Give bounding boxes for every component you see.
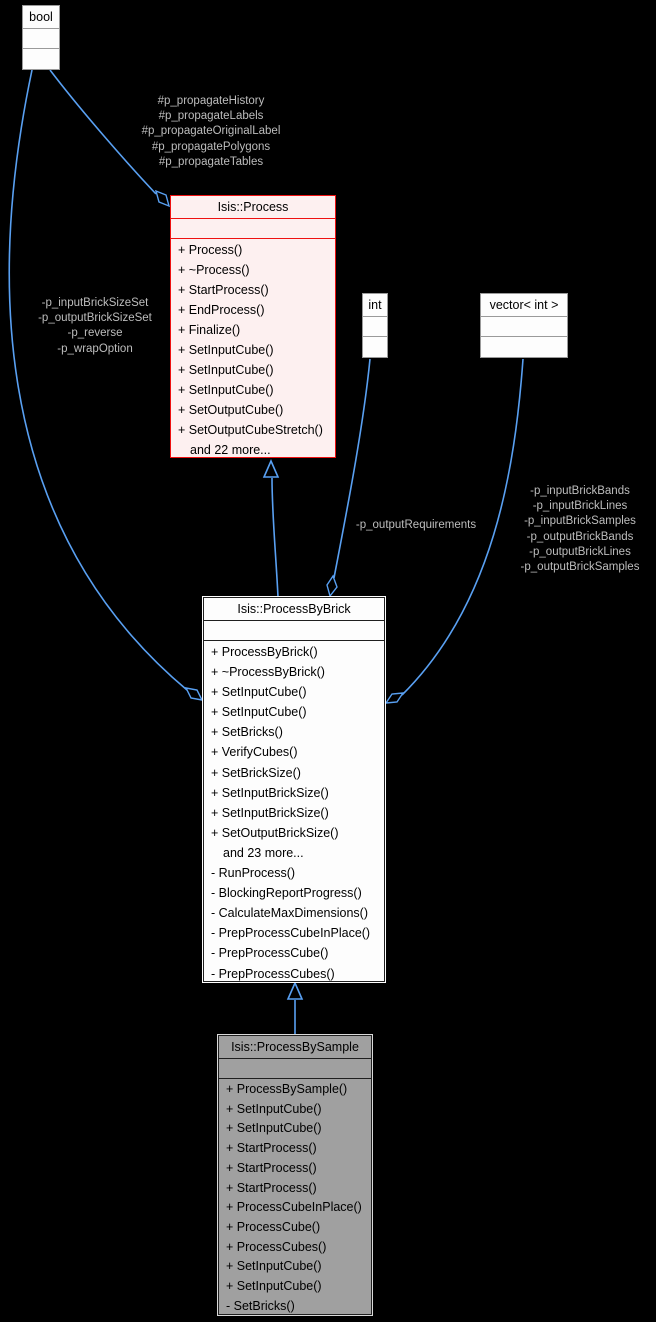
edge-label-line: -p_inputBrickLines [532,500,628,513]
method-item: + SetBrickSize() [211,765,301,780]
method-item: + ProcessCubes() [226,1239,327,1254]
edge-brick-to-process-inheritance [272,478,278,597]
aggregation-diamond-process [156,191,169,206]
method-item: + SetOutputCubeStretch() [178,423,323,437]
aggregation-diamond-brick-right [386,693,403,703]
method-item: + SetInputCube() [178,343,274,357]
method-item: + SetInputBrickSize() [211,805,329,820]
method-item: + SetInputCube() [211,685,307,700]
edge-label-line: -p_outputBrickSizeSet [38,312,152,325]
attributes-compartment [204,621,384,641]
edge-label-line: -p_inputBrickSizeSet [41,297,149,309]
method-item: - PrepProcessCubeInPlace() [211,926,371,941]
class-node-isis-process[interactable] [170,195,336,458]
method-item: + VerifyCubes() [211,745,298,760]
method-item: + SetInputCube() [178,363,274,377]
methods-compartment [219,1079,371,1314]
class-title: Isis::Process [171,196,335,219]
method-item: + ~Process() [178,263,250,277]
more-methods-note: and 22 more... [190,443,271,457]
method-item: + ProcessByBrick() [211,645,318,659]
methods-compartment [363,337,387,357]
inheritance-arrow-process [264,461,278,477]
edge-label-line: -p_outputBrickBands [526,530,634,543]
edge-label-line: #p_propagatePolygons [151,140,271,153]
more-methods-note: and 23 more... [223,845,304,860]
methods-compartment [23,49,59,69]
edge-label-bool-to-process [101,94,321,170]
method-item: + SetOutputBrickSize() [211,825,339,840]
edge-label-line: -p_wrapOption [57,342,133,355]
method-item: + Finalize() [178,323,241,337]
method-item: + ProcessCube() [226,1219,321,1234]
method-item: - CalculateMaxDimensions() [211,906,368,921]
class-title: vector< int > [481,294,567,317]
edge-label-line: -p_outputBrickLines [529,545,631,558]
edge-label-line: -p_reverse [67,327,123,340]
methods-compartment [204,641,384,981]
attributes-compartment [481,317,567,337]
method-item: + EndProcess() [178,303,265,317]
method-item: - BlockingReportProgress() [211,886,362,901]
class-node-isis-processbysample[interactable] [218,1035,372,1315]
method-item: + SetInputBrickSize() [211,785,329,800]
class-node-int[interactable] [362,293,388,358]
edge-label-vector-to-brick [505,484,655,575]
method-item: + ~ProcessByBrick() [211,665,325,680]
edge-label-int-to-brick [340,518,492,533]
edge-label-line: #p_propagateOriginalLabel [141,125,281,138]
inheritance-arrow-brick [288,983,302,999]
class-title: Isis::ProcessByBrick [204,598,384,621]
aggregation-diamond-brick-left [186,688,202,700]
attributes-compartment [219,1059,371,1079]
class-node-isis-processbybrick[interactable] [203,597,385,982]
attributes-compartment [171,219,335,239]
edge-label-line: -p_inputBrickSamples [524,515,636,528]
method-item: + SetBricks() [211,725,283,740]
class-node-vector-int[interactable] [480,293,568,358]
class-title: Isis::ProcessBySample [219,1036,371,1059]
edge-label-line: #p_propagateTables [158,155,264,168]
method-item: + ProcessBySample() [226,1082,348,1096]
method-item: + StartProcess() [178,283,269,297]
attributes-compartment [23,29,59,49]
method-item: + ProcessCubeInPlace() [226,1200,362,1215]
edge-label-line: -p_inputBrickBands [530,485,630,497]
method-item: + Process() [178,243,243,257]
method-item: + StartProcess() [226,1180,317,1195]
edge-int-to-brick [334,359,370,578]
edge-label-line: -p_outputBrickSamples [520,561,640,574]
method-item: - SetBricks() [226,1298,295,1313]
method-item: + SetInputCube() [178,383,274,397]
class-title: int [363,294,387,317]
method-item: + SetInputCube() [226,1279,322,1294]
method-item: + SetInputCube() [211,705,307,720]
edge-label-line: #p_propagateLabels [158,110,264,123]
aggregation-diamond-brick-top [327,576,337,596]
method-item: + SetInputCube() [226,1121,322,1136]
class-title: bool [23,6,59,29]
edge-label-bool-to-brick [15,296,175,357]
method-item: - PrepProcessCube() [211,946,329,961]
methods-compartment [481,337,567,357]
method-item: - PrepProcessCubes() [211,966,335,981]
method-item: + StartProcess() [226,1141,317,1156]
method-item: + StartProcess() [226,1160,317,1175]
method-item: + SetInputCube() [226,1259,322,1274]
method-item: + SetOutputCube() [178,403,284,417]
methods-compartment [171,239,335,457]
class-node-bool[interactable] [22,5,60,70]
edge-label-line: #p_propagateHistory [157,95,265,107]
method-item: - RunProcess() [211,866,296,881]
method-item: + SetInputCube() [226,1101,322,1116]
attributes-compartment [363,317,387,337]
edge-label-line: -p_outputRequirements [355,519,477,531]
